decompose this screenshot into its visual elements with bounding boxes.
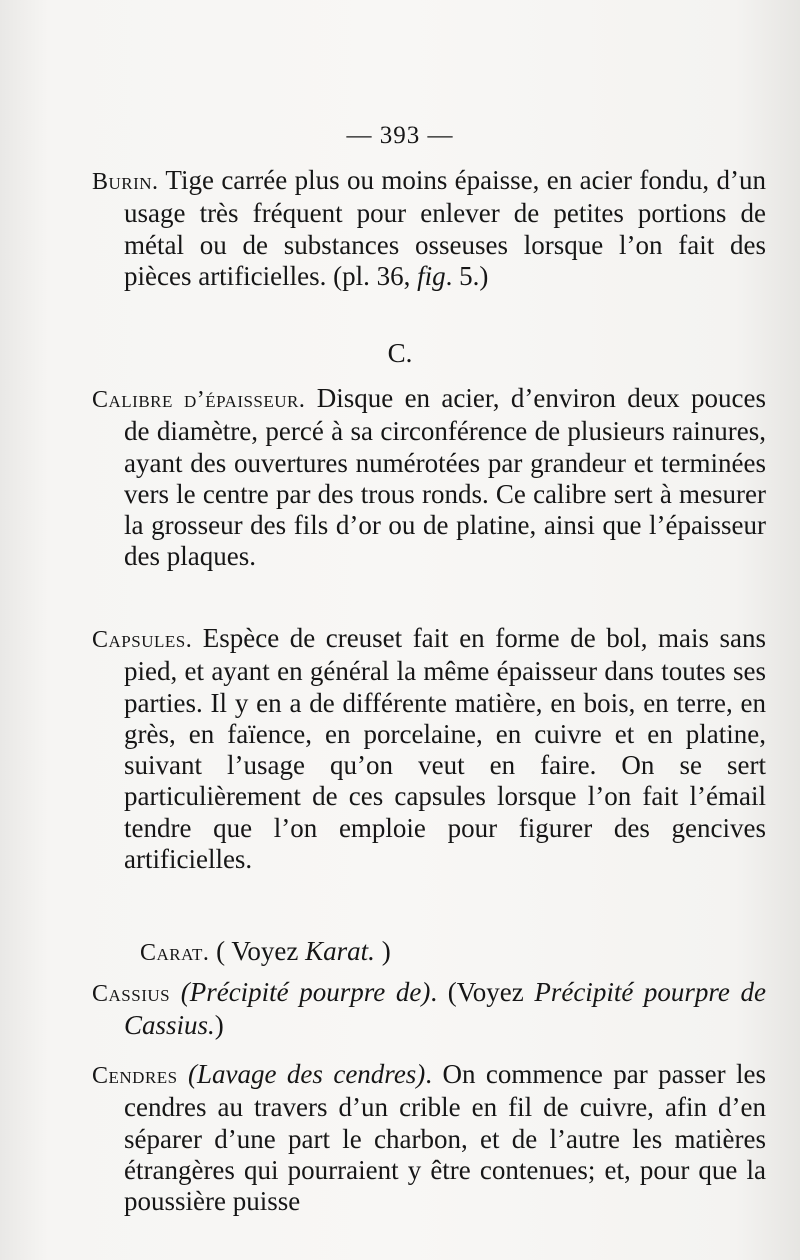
entry-term: Capsules. bbox=[92, 627, 193, 653]
entry-capsules-text bbox=[92, 623, 766, 875]
entry-body: Tige carrée plus ou moins épaisse, en acier fondu, d’un usage très fréquent pour enlever de petites portions de métal ou de substances osseuses lorsque l’on fait des pièces artificielles. (pl. 36, bbox=[124, 165, 766, 291]
entry-term: Cassius bbox=[92, 981, 171, 1007]
entry-body: Espèce de creuset fait en forme de bol, mais sans pied, et ayant en général la même épaisseur dans toutes ses parties. Il y en a de différente matière, en bois, en terre, en grès, en faïence, en porcelaine, en cuivre et en platine, suivant l’usage qu’on veut en faire. On se sert particulièrement de ces capsules lorsque l’on fait l’émail tendre que l’on emploie pour figurer des gencives artificielles. bbox=[124, 623, 766, 875]
entry-burin bbox=[92, 165, 766, 292]
entry-cendres bbox=[92, 1059, 766, 1217]
entry-term: Cendres bbox=[92, 1063, 178, 1089]
entry-italic: Karat. bbox=[305, 936, 375, 966]
page-number: — 393 — bbox=[346, 122, 454, 149]
entry-body: ( Voyez bbox=[209, 936, 306, 966]
entry-italic: (Précipité pourpre de) bbox=[180, 977, 431, 1007]
section-letter: C. bbox=[387, 338, 413, 368]
entry-body: Disque en acier, d’environ deux pouces de diamètre, percé à sa circonférence de plusieurs rainures, ayant des ouvertures numérotées par grandeur et terminées vers le centre par des trous ronds. Ce calibre sert à mesurer la grosseur des fils d’or ou de platine, ainsi que l’épaisseur des plaques. bbox=[124, 383, 766, 572]
entry-cassius bbox=[92, 977, 766, 1042]
entry-body: . On commence par passer les cendres au travers d’un crible en fil de cuivre, afin d’en séparer d’une part le charbon, et de l’autre les matières étrangères qui pourraient y être contenues; et, pour que la poussière puisse bbox=[124, 1059, 766, 1217]
entry-term: Burin. bbox=[92, 169, 159, 195]
entry-body-end: ) bbox=[214, 1010, 224, 1041]
entry-body-end: . 5.) bbox=[445, 260, 489, 291]
entry-burin-text bbox=[92, 165, 766, 292]
entry-italic: (Lavage des cendres) bbox=[188, 1059, 426, 1089]
entry-term: Carat. bbox=[140, 940, 210, 966]
entry-body-end: ) bbox=[374, 936, 391, 966]
entry-carat bbox=[140, 936, 391, 969]
entry-calibre bbox=[92, 383, 766, 573]
entry-italic-2: Précipité pourpre de Cassius. bbox=[124, 977, 767, 1041]
entry-italic: fig bbox=[417, 260, 446, 291]
entry-calibre-text bbox=[92, 383, 766, 573]
entry-cassius-text bbox=[92, 977, 767, 1042]
entry-term: Calibre d’épaisseur. bbox=[92, 387, 306, 413]
entry-body: . (Voyez bbox=[430, 977, 535, 1007]
entry-capsules bbox=[92, 623, 766, 875]
entry-cendres-text bbox=[92, 1059, 766, 1217]
